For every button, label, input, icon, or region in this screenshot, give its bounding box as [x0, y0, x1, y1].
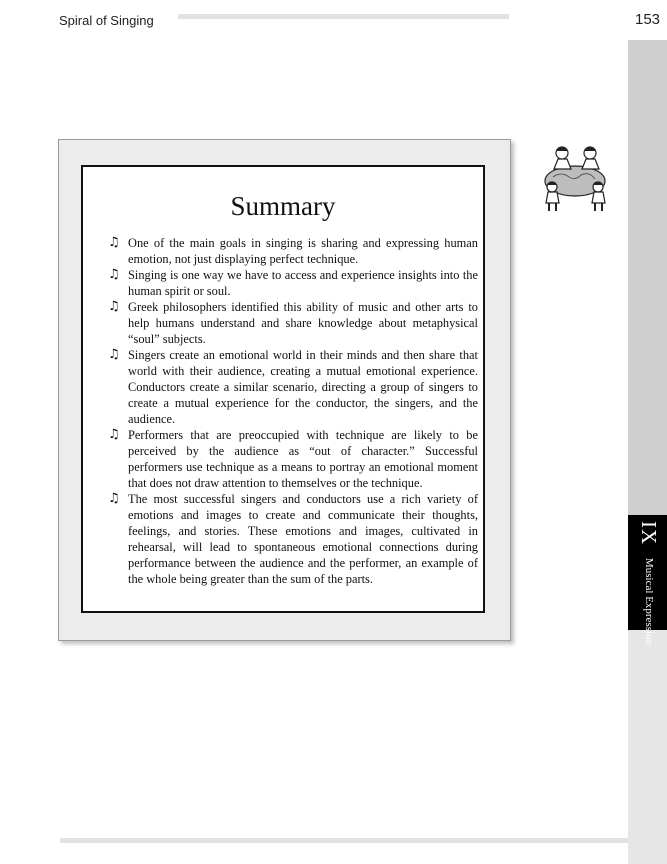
side-strip-gray — [628, 40, 667, 515]
summary-item — [106, 235, 478, 267]
summary-item-text: Greek philosophers identified this ability of music and other arts to help humans understand and share knowledge about metaphysical “soul” subjects. — [128, 300, 478, 346]
music-note-icon: ♫ — [108, 267, 120, 282]
summary-item — [106, 267, 478, 299]
summary-item-text: Performers that are preoccupied with technique are likely to be perceived by the audience as “out of character.” Successful performers use technique as a means to portray an emotional moment that does not draw attention to themselves or the technique. — [128, 428, 478, 490]
page-number: 153 — [634, 11, 661, 28]
summary-item — [106, 299, 478, 347]
footer-rule — [60, 838, 628, 843]
summary-item — [106, 347, 478, 427]
summary-item-text: The most successful singers and conductors use a rich variety of emotions and images to create and communicate their thoughts, feelings, and stories. These emotions and images, cultivated in rehearsal, will lead to spontaneous emotional connections during performance between the audience and the performer, an example of the whole being greater than the sum of the parts. — [128, 492, 478, 586]
summary-item-text: Singing is one way we have to access and experience insights into the human spirit or soul. — [128, 268, 478, 298]
music-note-icon: ♫ — [108, 235, 120, 250]
running-header-title: Spiral of Singing — [59, 13, 154, 28]
summary-list — [106, 235, 478, 587]
summary-item — [106, 427, 478, 491]
summary-item — [106, 491, 478, 587]
summary-title: Summary — [230, 191, 336, 221]
music-note-icon: ♫ — [108, 299, 120, 314]
music-note-icon: ♫ — [108, 491, 120, 506]
chapter-number: IX — [637, 521, 661, 546]
summary-item-text: One of the main goals in singing is sharing and expressing human emotion, not just displaying perfect technique. — [128, 236, 478, 266]
music-note-icon: ♫ — [108, 347, 120, 362]
summary-item-text: Singers create an emotional world in their minds and then share that world with their audience, creating a mutual emotional experience. Conductors create a similar scenario, directing a group of singers to create a mutual experience for the conductor, the singers, and the audience. — [128, 348, 478, 426]
chapter-name: Musical Expression — [643, 558, 655, 646]
header-rule — [178, 14, 509, 19]
music-note-icon: ♫ — [108, 427, 120, 442]
children-globe-icon — [538, 143, 613, 215]
